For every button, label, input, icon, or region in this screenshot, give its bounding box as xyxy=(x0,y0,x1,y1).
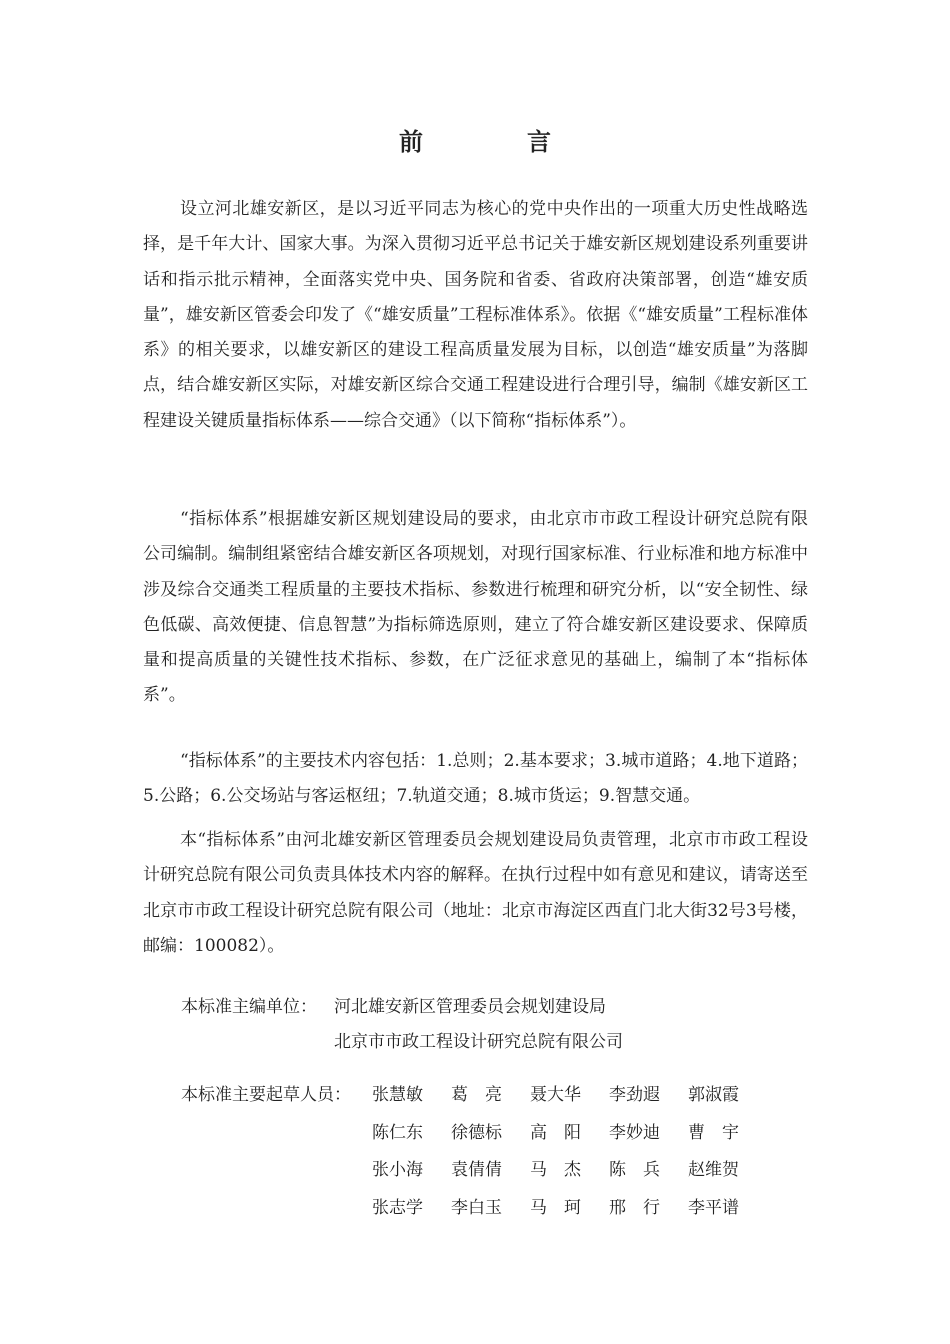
editor-unit: 河北雄安新区管理委员会规划建设局 xyxy=(334,997,606,1017)
drafter-name: 李白玉 xyxy=(451,1197,502,1218)
drafter-name: 葛 亮 xyxy=(451,1085,502,1105)
chief-editor-units xyxy=(181,990,623,1060)
drafter-row xyxy=(181,1152,767,1190)
paragraph-management: 本“指标体系”由河北雄安新区管理委员会规划建设局负责管理，北京市市政工程设计研究总院有限公司负责具体技术内容的解释。在执行过程中如有意见和建议，请寄送至北京市市政工程设计研究总院有限公司（地址：北京市海淀区西直门北大街32号3号楼，邮编：100082）。 xyxy=(143,830,808,956)
drafter-name: 陈 兵 xyxy=(609,1160,660,1180)
drafter-name: 高 阳 xyxy=(530,1122,581,1143)
drafter-name: 李妙迪 xyxy=(609,1122,660,1143)
drafter-row xyxy=(181,1115,767,1153)
drafter-name: 徐德标 xyxy=(451,1122,502,1143)
page-title: 前 言 xyxy=(399,128,591,156)
paragraph-compilation: “指标体系”根据雄安新区规划建设局的要求，由北京市市政工程设计研究总院有限公司编制。编制组紧密结合雄安新区各项规划，对现行国家标准、行业标准和地方标准中涉及综合交通类工程质量的主要技术指标、参数进行梳理和研究分析，以“安全韧性、绿色低碳、高效便捷、信息智慧”为指标筛选原则，建立了符合雄安新区建设要求、保障质量和提高质量的关键性技术指标、参数，在广泛征求意见的基础上，编制了本“指标体系”。 xyxy=(143,509,808,706)
drafter-name: 郭淑霞 xyxy=(688,1085,739,1105)
drafter-name: 李劲遐 xyxy=(609,1085,660,1105)
drafter-name: 李平谱 xyxy=(688,1197,739,1218)
drafter-name: 张小海 xyxy=(372,1160,423,1180)
drafter-row xyxy=(181,1190,767,1228)
paragraph-contents: “指标体系”的主要技术内容包括：1.总则；2.基本要求；3.城市道路；4.地下道路；5.公路；6.公交场站与客运枢纽；7.轨道交通；8.城市货运；9.智慧交通。 xyxy=(143,751,808,807)
drafter-row xyxy=(181,1077,767,1115)
drafter-name: 袁倩倩 xyxy=(451,1160,502,1180)
drafter-name: 邢 行 xyxy=(609,1197,660,1218)
drafter-name: 曹 宇 xyxy=(688,1122,739,1143)
paragraph-background: 设立河北雄安新区，是以习近平同志为核心的党中央作出的一项重大历史性战略选择，是千年大计、国家大事。为深入贯彻习近平总书记关于雄安新区规划建设系列重要讲话和指示批示精神，全面落实党中央、国务院和省委、省政府决策部署，创造“雄安质量”，雄安新区管委会印发了《“雄安质量”工程标准体系》。依据《“雄安质量”工程标准体系》的相关要求，以雄安新区的建设工程高质量发展为目标，以创造“雄安质量”为落脚点，结合雄安新区实际，对雄安新区综合交通工程建设进行合理引导，编制《雄安新区工程建设关键质量指标体系——综合交通》（以下简称“指标体系”）。 xyxy=(143,199,808,431)
drafter-name: 张志学 xyxy=(372,1197,423,1218)
drafters-label: 本标准主要起草人员： xyxy=(181,1085,351,1105)
drafter-name: 张慧敏 xyxy=(372,1085,423,1105)
editor-units-label: 本标准主编单位： xyxy=(181,997,317,1017)
drafter-name: 马 杰 xyxy=(530,1160,581,1180)
drafter-name: 赵维贺 xyxy=(688,1160,739,1180)
editor-unit: 北京市市政工程设计研究总院有限公司 xyxy=(334,1032,623,1052)
drafter-name: 陈仁东 xyxy=(372,1122,423,1143)
drafter-name: 马 珂 xyxy=(530,1197,581,1218)
drafter-name: 聂大华 xyxy=(530,1085,581,1105)
drafters-list xyxy=(181,1077,767,1227)
